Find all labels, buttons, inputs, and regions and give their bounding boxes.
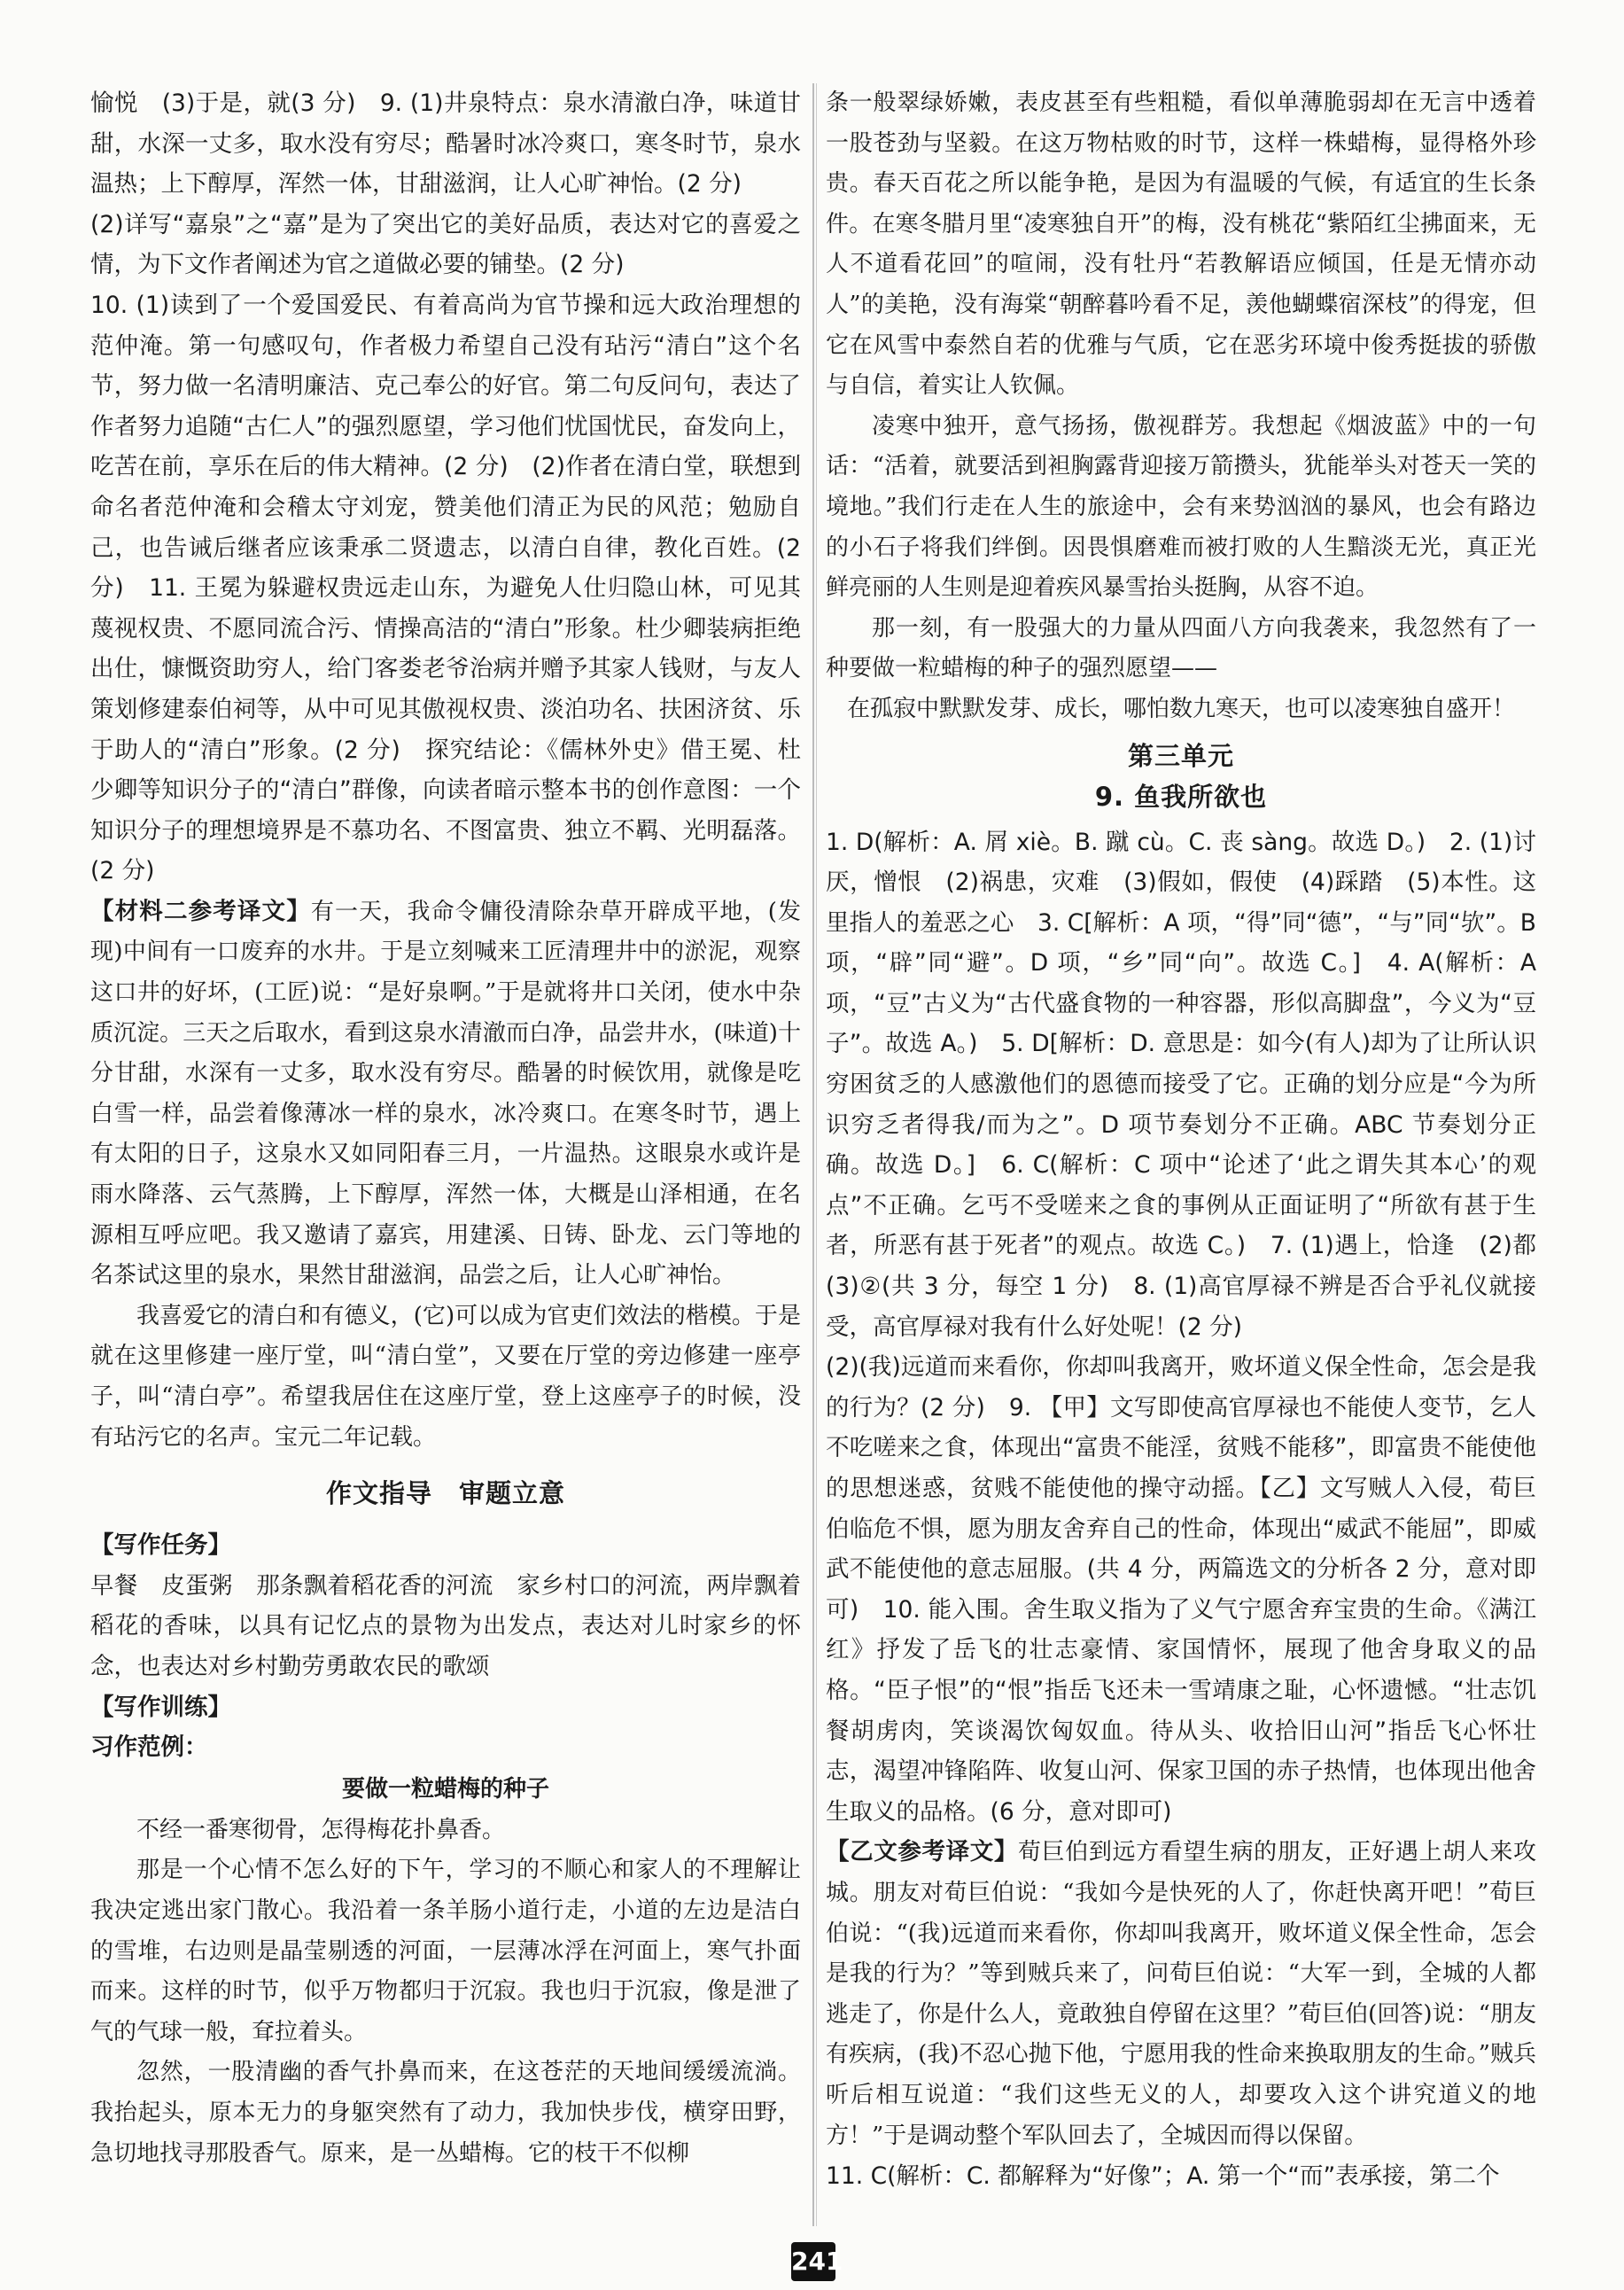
essay-title: 要做一粒蜡梅的种子 (341, 1775, 549, 1803)
translation-paragraph (826, 1832, 1536, 2156)
essay-paragraph: 不经一番寒彻骨，怎得梅花扑鼻香。 (136, 1816, 506, 1843)
translation-tag: 【材料二参考译文】 (90, 897, 311, 925)
translation-tag: 【乙文参考译文】 (826, 1838, 1018, 1866)
section-heading (90, 1468, 801, 1518)
answer-paragraph: (2)(我)远道而来看你，你却叫我离开，败坏道义保全性命，怎会是我的行为？(2 分) 9. 【甲】文写即使高官厚禄也不能使人变节，乞人不吃嗟来之食，体现出“富贵不能淫，贫贱不能移”，即富贵不能使他的思想迷惑，贫贱不能使他的操守动摇。【乙】文写贼人入侵，荀巨伯临危不惧，愿为朋友舍弃自己的性命，体现出“威武不能屈”，即威武不能使他的意志屈服。(共 4 分，两篇选文的分析各 2 分，意对即可) 10. 能入围。舍生取义指为了义气宁愿舍弃宝贵的生命。《满江红》抒发了岳飞的壮志豪情、家国情怀，展现了他舍身取义的品格。“臣子恨”的“恨”指岳飞还未一雪靖康之耻，心怀遗憾。“壮志饥餐胡虏肉，笑谈渴饮匈奴血。待从头、收拾旧山河”指岳飞心怀壮志，渴望冲锋陷阵、收复山河、保家卫国的赤子热情，也体现出他舍生取义的品格。(6 分，意对即可) (826, 1353, 1536, 1826)
column-divider (812, 83, 814, 2226)
translation-paragraph: 我喜爱它的清白和有德义，(它)可以成为官吏们效法的楷模。于是就在这里修建一座厅堂，叫“清白堂”，又要在厅堂的旁边修建一座亭子，叫“清白亭”。希望我居住在这座厅堂，登上这座亭子的时候，没有玷污它的名声。宝元二年记载。 (90, 1302, 801, 1451)
essay-paragraph: 条一般翠绿娇嫩，表皮甚至有些粗糙，看似单薄脆弱却在无言中透着一股苍劲与坚毅。在这万物枯败的时节，这样一株蜡梅，显得格外珍贵。春天百花之所以能争艳，是因为有温暖的气候，有适宜的生长条件。在寒冬腊月里“凌寒独自开”的梅，没有桃花“紫陌红尘拂面来，无人不道看花回”的喧闹，没有牡丹“若教解语应倾国，任是无情亦动人”的美艳，没有海棠“朝醉暮吟看不足，羡他蝴蝶宿深枝”的得宠，但它在风雪中泰然自若的优雅与气质，它在恶劣环境中俊秀挺拔的骄傲与自信，着实让人钦佩。 (826, 90, 1536, 400)
page-number: 241 (791, 2242, 835, 2281)
translation-paragraph (90, 892, 801, 1297)
section-heading-part: 作文指导 (325, 1478, 432, 1509)
column-divider (816, 83, 817, 2226)
answer-paragraph: 11. C(解析：C. 都解释为“好像”；A. 第一个“而”表承接，第二个 (826, 2162, 1500, 2191)
essay-paragraph: 那一刻，有一股强大的力量从四面八方向我袭来，我忽然有了一种要做一粒蜡梅的种子的强烈愿望—— (826, 614, 1536, 682)
essay-paragraph: 凌寒中独开，意气扬扬，傲视群芳。我想起《烟波蓝》中的一句话：“活着，就要活到袒胸露背迎接万箭攒头，犹能举头对苍天一笑的境地。”我们行走在人生的旅途中，会有来势汹汹的暴风，也会有路边的小石子将我们绊倒。因畏惧磨难而被打败的人生黯淡无光，真正光鲜亮丽的人生则是迎着疾风暴雪抬头挺胸，从容不迫。 (826, 412, 1536, 602)
training-tag: 【写作训练】 (90, 1693, 231, 1721)
essay-paragraph: 忽然，一股清幽的香气扑鼻而来，在这苍茫的天地间缓缓流淌。我抬起头，原本无力的身躯突然有了动力，我加快步伐，横穿田野，急切地找寻那股香气。原来，是一丛蜡梅。它的枝干不似柳 (90, 2059, 801, 2167)
left-column (90, 83, 801, 2174)
section-heading-part: 审题立意 (459, 1478, 566, 1509)
right-column (826, 83, 1560, 2197)
task-tag: 【写作任务】 (90, 1531, 231, 1560)
answer-paragraph: (2)详写“嘉泉”之“嘉”是为了突出它的美好品质，表达对它的喜爱之情，为下文作者阐述为官之道做必要的铺垫。(2 分) (90, 210, 801, 279)
sample-label: 习作范例： (90, 1733, 208, 1762)
essay-paragraph: 那是一个心情不怎么好的下午，学习的不顺心和家人的不理解让我决定逃出家门散心。我沿着一条羊肠小道行走，小道的左边是洁白的雪堆，右边则是晶莹剔透的河面，一层薄冰浮在河面上，寒气扑面而来。这样的时节，似乎万物都归于沉寂。我也归于沉寂，像是泄了气的气球一般，耷拉着头。 (90, 1857, 801, 2045)
answer-paragraph: 1. D(解析：A. 屑 xiè。B. 蹴 cù。C. 丧 sàng。故选 D。) 2. (1)讨厌，憎恨 (2)祸患，灾难 (3)假如，假使 (4)踩踏 (5)本性。这里指人的羞恶之心 3. C[解析：A 项，“得”同“德”，“与”同“欤”。B 项，“辟”同“避”。D 项，“乡”同“向”。故选 C。] 4. A(解析：A 项，“豆”古义为“古代盛食物的一种容器，形似高脚盘”，今义为“豆子”。故选 A。) 5. D[解析：D. 意思是：如今(有人)却为了让所认识穷困贫乏的人感激他们的恩德而接受了它。正确的划分应是“今为所识穷乏者得我/而为之”。D 项节奏划分不正确。ABC 节奏划分正确。故选 D。] 6. C(解析：C 项中“论述了‘此之谓失其本心’的观点”不正确。乞丐不受嗟来之食的事例从正面证明了“所欲有甚于生者，所恶有甚于死者”的观点。故选 C。) 7. (1)遇上，恰逢 (2)都 (3)②(共 3 分，每空 1 分) 8. (1)高官厚禄不辨是否合乎礼仪就接受，高官厚禄对我有什么好处呢！(2 分) (826, 828, 1560, 1341)
unit-title: 第三单元 (1127, 740, 1234, 771)
task-text: 早餐 皮蛋粥 那条飘着稻花香的河流 家乡村口的河流，两岸飘着稻花的香味，以具有记忆点的景物为出发点，表达对儿时家乡的怀念，也表达对乡村勤劳勇敢农民的歌颂 (90, 1571, 801, 1680)
lesson-title: 9. 鱼我所欲也 (1094, 781, 1268, 812)
translation-text: 有一天，我命令傭役清除杂草开辟成平地，(发现)中间有一口废弃的水井。于是立刻喊来工匠清理井中的淤泥，观察这口井的好坏，(工匠)说：“是好泉啊。”于是就将井口关闭，使水中杂质沉淀。三天之后取水，看到这泉水清澈而白净，品尝井水，(味道)十分甘甜，水深有一丈多，取水没有穷尽。酷暑的时候饮用，就像是吃白雪一样，品尝着像薄冰一样的泉水，冰冷爽口。在寒冬时节，遇上有太阳的日子，这泉水又如同阳春三月，一片温热。这眼泉水或许是雨水降落、云气蒸腾，上下醇厚，浑然一体，大概是山泽相通，在名源相互呼应吧。我又邀请了嘉宾，用建溪、日铸、卧龙、云门等地的名茶试这里的泉水，果然甘甜滋润，品尝之后，让人心旷神怡。 (90, 898, 801, 1289)
answer-paragraph: 愉悦 (3)于是，就(3 分) 9. (1)井泉特点：泉水清澈白净，味道甘甜，水深一丈多，取水没有穷尽；酷暑时冰冷爽口，寒冬时节，泉水温热；上下醇厚，浑然一体，甘甜滋润，让人心旷神怡。(2 分) (90, 90, 801, 199)
translation-text: 荀巨伯到远方看望生病的朋友，正好遇上胡人来攻城。朋友对荀巨伯说：“我如今是快死的人了，你赶快离开吧！”荀巨伯说：“(我)远道而来看你，你却叫我离开，败坏道义保全性命，怎会是我的行为？”等到贼兵来了，问荀巨伯说：“大军一到，全城的人都逃走了，你是什么人，竟敢独自停留在这里？”荀巨伯(回答)说：“朋友有疾病，(我)不忍心抛下他，宁愿用我的性命来换取朋友的生命。”贼兵听后相互说道：“我们这些无义的人，却要攻入这个讲究道义的地方！”于是调动整个军队回去了，全城因而得以保留。 (826, 1839, 1536, 2149)
answer-paragraph: 10. (1)读到了一个爱国爱民、有着高尚为官节操和远大政治理想的范仲淹。第一句感叹句，作者极力希望自己没有玷污“清白”这个名节，努力做一名清明廉洁、克己奉公的好官。第二句反问句，表达了作者努力追随“古仁人”的强烈愿望，学习他们忧国忧民，奋发向上，吃苦在前，享乐在后的伟大精神。(2 分) (2)作者在清白堂，联想到命名者范仲淹和会稽太守刘宠，赞美他们清正为民的风范；勉励自己，也告诫后继者应该秉承二贤遗志，以清白自律，教化百姓。(2 分) 11. 王冕为躲避权贵远走山东，为避免人仕归隐山林，可见其蔑视权贵、不愿同流合污、情操高洁的“清白”形象。杜少卿装病拒绝出仕，慷慨资助穷人，给门客娄老爷治病并赠予其家人钱财，与友人策划修建泰伯祠等，从中可见其傲视权贵、淡泊功名、扶困济贫、乐于助人的“清白”形象。(2 分) 探究结论：《儒林外史》借王冕、杜少卿等知识分子的“清白”群像，向读者暗示整本书的创作意图：一个知识分子的理想境界是不慕功名、不图富贵、独立不羁、光明磊落。(2 分) (90, 291, 801, 885)
essay-closing-line: 在孤寂中默默发芽、成长，哪怕数九寒天，也可以凌寒独自盛开！ (846, 695, 1515, 722)
